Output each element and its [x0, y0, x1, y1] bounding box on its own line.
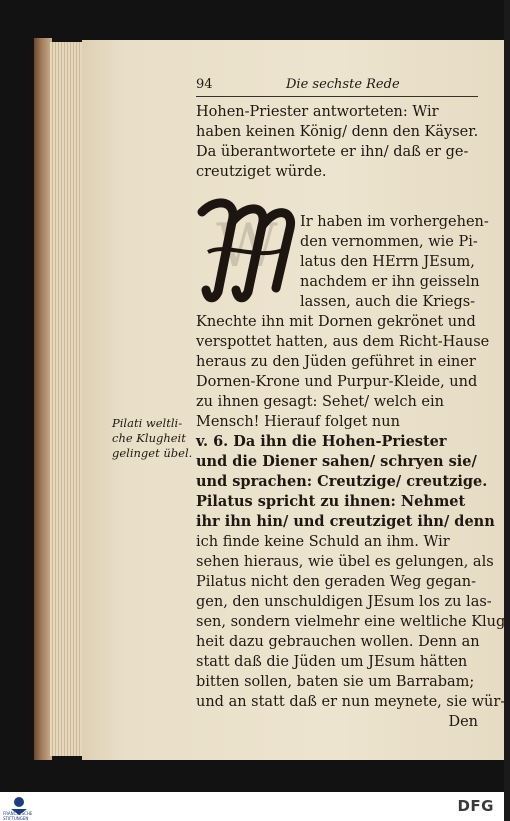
marginal-note-line: che Klugheit [112, 431, 186, 445]
text-line: Da überantwortete er ihn/ daß er ge- [196, 144, 469, 160]
text-line: Ir haben im vorhergehen- [300, 214, 489, 230]
text-line: und an statt daß er nun meynete, sie wür- [196, 694, 506, 710]
text-line: v. 6. Da ihn die Hohen-Priester [196, 433, 447, 450]
text-line: Dornen-Krone und Purpur-Kleide, und [196, 374, 478, 390]
text-line: bitten sollen, baten sie um Barrabam; [196, 674, 475, 690]
text-line: creutziget würde. [196, 164, 327, 180]
decorated-initial [198, 192, 296, 304]
text-line: gen, den unschuldigen JEsum los zu las- [196, 594, 492, 610]
opening-paragraph [196, 102, 478, 182]
text-line: Mensch! Hierauf folget nun [196, 414, 400, 430]
text-line: heraus zu den Jüden geführet in einer [196, 354, 476, 370]
page-header [196, 76, 478, 97]
text-line: statt daß die Jüden um JEsum hätten [196, 654, 468, 670]
library-logo-text: FRANCKESCHE STIFTUNGEN [3, 811, 33, 821]
text-line: ihr ihn hin/ und creutziget ihn/ denn [196, 513, 495, 530]
text-line: und sprachen: Creutzige/ creutzige. [196, 473, 488, 490]
text-line: nachdem er ihn geisseln [300, 274, 480, 290]
text-line: zu ihnen gesagt: Sehet/ welch ein [196, 394, 444, 410]
text-line: heit dazu gebrauchen wollen. Denn an [196, 634, 480, 650]
text-line: sen, sondern vielmehr eine weltliche Klug- [196, 614, 510, 630]
text-line: Pilatus nicht den geraden Weg gegan- [196, 574, 477, 590]
marginal-note-line: Pilati weltli- [112, 416, 183, 430]
body-paragraph [196, 312, 510, 732]
text-line: lassen, auch die Kriegs- [300, 294, 476, 310]
text-line: den vernommen, wie Pi- [300, 234, 478, 250]
running-title: Die sechste Rede [286, 77, 400, 92]
marginal-note-line: gelinget übel. [112, 446, 193, 460]
text-line: Hohen-Priester antworteten: Wir [196, 104, 439, 120]
dfg-logo: DFG [457, 797, 494, 815]
marginal-note [112, 416, 194, 461]
text-line: verspottet hatten, aus dem Richt-Hause [196, 334, 490, 350]
text-line: latus den HErrn JEsum, [300, 254, 475, 270]
page-leaves [50, 42, 84, 756]
text-line: und die Diener sahen/ schryen sie/ [196, 453, 477, 470]
text-line: Knechte ihn mit Dornen gekrönet und [196, 314, 476, 330]
page-number: 94 [196, 77, 213, 92]
text-line: ich finde keine Schuld an ihm. Wir [196, 534, 450, 550]
text-line: haben keinen König/ denn den Käyser. [196, 124, 479, 140]
viewer-footer-bar [0, 792, 504, 821]
text-line: Pilatus spricht zu ihnen: Nehmet [196, 493, 466, 510]
initial-letter: W [216, 211, 278, 281]
catchword: Den [448, 714, 478, 730]
text-line: sehen hieraus, wie übel es gelungen, als [196, 554, 494, 570]
